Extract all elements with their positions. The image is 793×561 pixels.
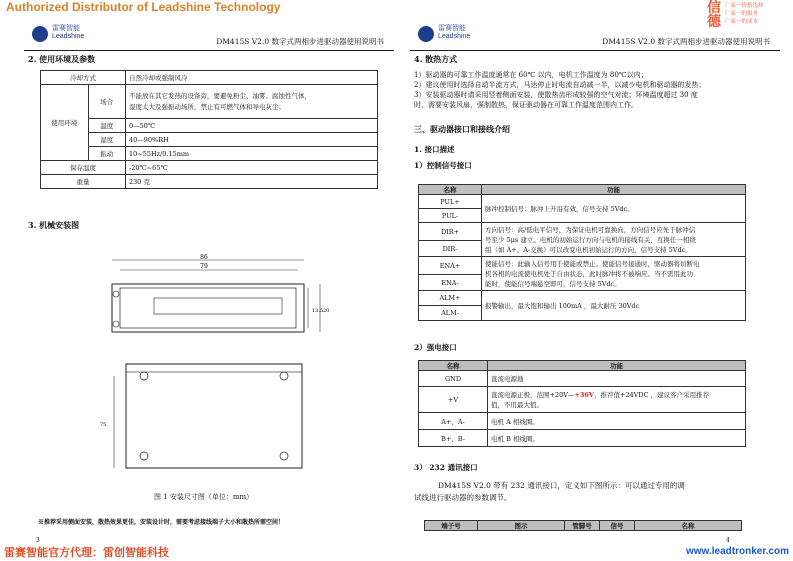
comm-heading: 3） 232 通讯接口 (414, 463, 478, 472)
env-table (40, 70, 378, 189)
chapter-3-heading: 三、驱动器接口和接线介绍 (414, 124, 510, 134)
place-value (126, 85, 378, 119)
alm-desc: 报警输出，最大饱和输出 100mA ，最大耐压 30Vdc (482, 291, 746, 321)
stamp-main-text: 信德 (707, 0, 721, 30)
heat-item: 1）驱动器的可靠工作温度通常在 60℃ 以内，电机工作温度为 80℃以内； (414, 71, 648, 79)
place-value-line: 不能放在其它发热的设备旁，要避免粉尘、油雾、腐蚀性气体， (129, 91, 311, 100)
heat-item: 时，需要安装风扇，强制散热，保证驱动器在可靠工作温度范围内工作。 (414, 101, 638, 109)
comm-desc-line: 试线进行驱动器的参数调节。 (414, 493, 512, 502)
control-signal-table (418, 184, 746, 321)
mount-hole-icon (113, 321, 119, 327)
ena-desc-line: 能时，使能信号端悬空即可，信号支持 5Vdc。 (485, 279, 621, 288)
dim-13-5: 13.5 (312, 308, 324, 314)
pin-dir-minus: DIR- (419, 241, 482, 257)
col-function: 功能 (482, 185, 746, 195)
dir-desc-line: 方向信号：高/低电平信号，为保证电机可靠换向，方向信号应先于脉冲信 (485, 225, 696, 234)
front-view-drawing (94, 350, 334, 480)
logo-text (438, 25, 470, 41)
footer-website-link[interactable]: www.leadtronker.com (686, 546, 789, 557)
ena-desc-line: 使能信号：此输入信号用于使能或禁止。使能信号接通时，驱动器将切断电 (485, 259, 700, 268)
page-number: 4 (726, 537, 730, 544)
page-header (24, 14, 394, 51)
mount-hole-icon (113, 291, 119, 297)
col-desc: 名称 (635, 521, 742, 531)
dim-79: 79 (200, 263, 208, 270)
cooling-label: 冷却方式 (41, 71, 126, 85)
section-3-heading: 3. 机械安装图 (28, 220, 80, 230)
page-header (410, 14, 780, 51)
dim-86: 86 (200, 254, 208, 261)
doc-title: DM415S V2.0 数字式两相步进驱动器使用说明书 (216, 37, 384, 46)
cooling-value: 自然冷却或强制风冷 (126, 71, 378, 85)
pin-v-plus: +V (419, 387, 488, 413)
dir-desc-line: 号至少 5μs 建立。电机的初始运行方向与电机的接线有关，互换任一相绕 (485, 235, 696, 244)
housing-outline (126, 364, 302, 468)
control-signal-heading: 1）控制信号接口 (414, 161, 472, 170)
storage-label: 保存温度 (41, 161, 126, 175)
install-note: ※推荐采用侧面安装，散热效果更佳，安装设计时，需要考虑接线端子大小和散热所需空间！ (38, 519, 285, 526)
v-desc (488, 387, 746, 413)
housing-inner (126, 372, 302, 468)
page-number: 3 (36, 537, 40, 544)
dir-desc-line: 组（如 A+、A-交换）可以改变电机初始运行的方向，信号支持 5Vdc。 (485, 245, 692, 254)
heat-item: 3）安装驱动器时请采用竖着侧面安装，使散热齿形成较强的空气对流；环境温度超过 30 度 (414, 91, 698, 99)
mount-hole-icon (140, 372, 148, 380)
pin-alm-minus: ALM- (419, 306, 482, 321)
v-max-highlight: +36V (574, 390, 594, 399)
col-terminal: 端子号 (425, 521, 478, 531)
b-desc: 电机 B 相线圈。 (488, 430, 746, 447)
storage-value: -20℃~65℃ (126, 161, 378, 175)
power-table (418, 360, 746, 447)
col-function: 功能 (488, 361, 746, 371)
pul-desc: 脉冲控制信号：脉冲上升沿有效，信号支持 5Vdc。 (482, 195, 746, 223)
heat-item: 2）建议使用时选择自动半流方式，马达停止时电流自动减一半，以减少电机和驱动器的发热； (414, 81, 706, 89)
figure-caption: 图 1 安装尺寸图（单位：mm） (154, 493, 254, 501)
ena-desc (482, 257, 746, 291)
col-signal: 信号 (600, 521, 635, 531)
col-name: 名称 (419, 361, 488, 371)
v-desc-part: 直流电源正极，范围+20V— (491, 390, 575, 399)
dim-20: 20 (323, 308, 330, 314)
section-4-heading: 4. 散热方式 (414, 54, 458, 64)
vib-label: 振动 (88, 147, 125, 161)
pin-ena-plus: ENA+ (419, 257, 482, 275)
pin-ena-minus: ENA- (419, 275, 482, 291)
col-name: 名称 (419, 185, 482, 195)
dim-75: 75 (100, 422, 107, 428)
place-value-line: 湿度太大及强振动场所，禁止有可燃气体和导电灰尘； (129, 102, 285, 111)
section-2-heading: 2. 使用环境及参数 (28, 54, 96, 64)
weight-label: 重量 (41, 175, 126, 189)
housing-outline (112, 284, 304, 332)
logo-cn: 雷赛智能 (52, 25, 80, 32)
mount-hole-icon (280, 372, 288, 380)
heat-list (414, 70, 705, 110)
humid-label: 湿度 (88, 133, 125, 147)
leadshine-logo-icon (418, 26, 434, 42)
col-diagram: 图示 (478, 521, 565, 531)
v-desc-line (491, 390, 742, 400)
leadshine-logo-icon (32, 26, 48, 42)
comm-desc-line: DM415S V2.0 带有 232 通讯接口，定义如下图所示：可以通过专用的调 (438, 481, 685, 490)
v-desc-line: 值，不用最大值。 (491, 400, 543, 409)
pin-gnd: GND (419, 371, 488, 387)
stamp-line: 厂家一的成本 (725, 19, 759, 25)
terminal-block (154, 298, 282, 314)
top-view-drawing (94, 254, 334, 344)
mount-hole-icon (140, 452, 148, 460)
dir-desc (482, 223, 746, 257)
temp-value: 0—50℃ (126, 119, 378, 133)
logo-en: Leadshine (52, 33, 85, 40)
page-right (410, 14, 780, 549)
comm-table (424, 520, 742, 531)
pin-a: A+、A- (419, 413, 488, 430)
logo-text (52, 25, 84, 41)
place-label: 场合 (88, 85, 125, 119)
a-desc: 电机 A 相线圈。 (488, 413, 746, 430)
logo-en: Leadshine (438, 33, 471, 40)
gnd-desc: 直流电源地 (488, 371, 746, 387)
logo-cn: 雷赛智能 (438, 25, 466, 32)
doc-title: DM415S V2.0 数字式两相步进驱动器使用说明书 (602, 37, 770, 46)
mount-hole-icon (280, 452, 288, 460)
comm-desc (414, 480, 685, 504)
vib-value: 10~55Hz/0.15mm (126, 147, 378, 161)
distributor-banner: Authorized Distributor of Leadshine Technology (6, 0, 281, 14)
pin-dir-plus: DIR+ (419, 223, 482, 241)
pin-alm-plus: ALM+ (419, 291, 482, 306)
pin-pul-plus: PUL+ (419, 195, 482, 209)
ena-desc-line: 机各相的电流使电机处于自由状态，此时脉冲将不被响应。当不需用此功 (485, 269, 693, 278)
interface-heading: 1. 接口描述 (414, 145, 455, 154)
footer-agent-text: 雷赛智能官方代理：雷创智能科技 (4, 547, 169, 559)
col-pin: 管脚号 (565, 521, 600, 531)
stamp-line: 厂家一的服务 (725, 11, 759, 17)
env-label: 使用环境 (41, 85, 89, 161)
humid-value: 40—90%RH (126, 133, 378, 147)
housing-inner (120, 288, 296, 328)
weight-value: 230 克 (126, 175, 378, 189)
pin-b: B+、B- (419, 430, 488, 447)
pin-pul-minus: PUL- (419, 209, 482, 223)
temp-label: 温度 (88, 119, 125, 133)
page-left (24, 14, 394, 549)
v-desc-part: ，推荐值+24VDC ，建议客户采用推荐 (593, 390, 710, 399)
power-heading: 2）强电接口 (414, 343, 457, 352)
stamp-line: 厂家一价格选择 (725, 3, 764, 9)
